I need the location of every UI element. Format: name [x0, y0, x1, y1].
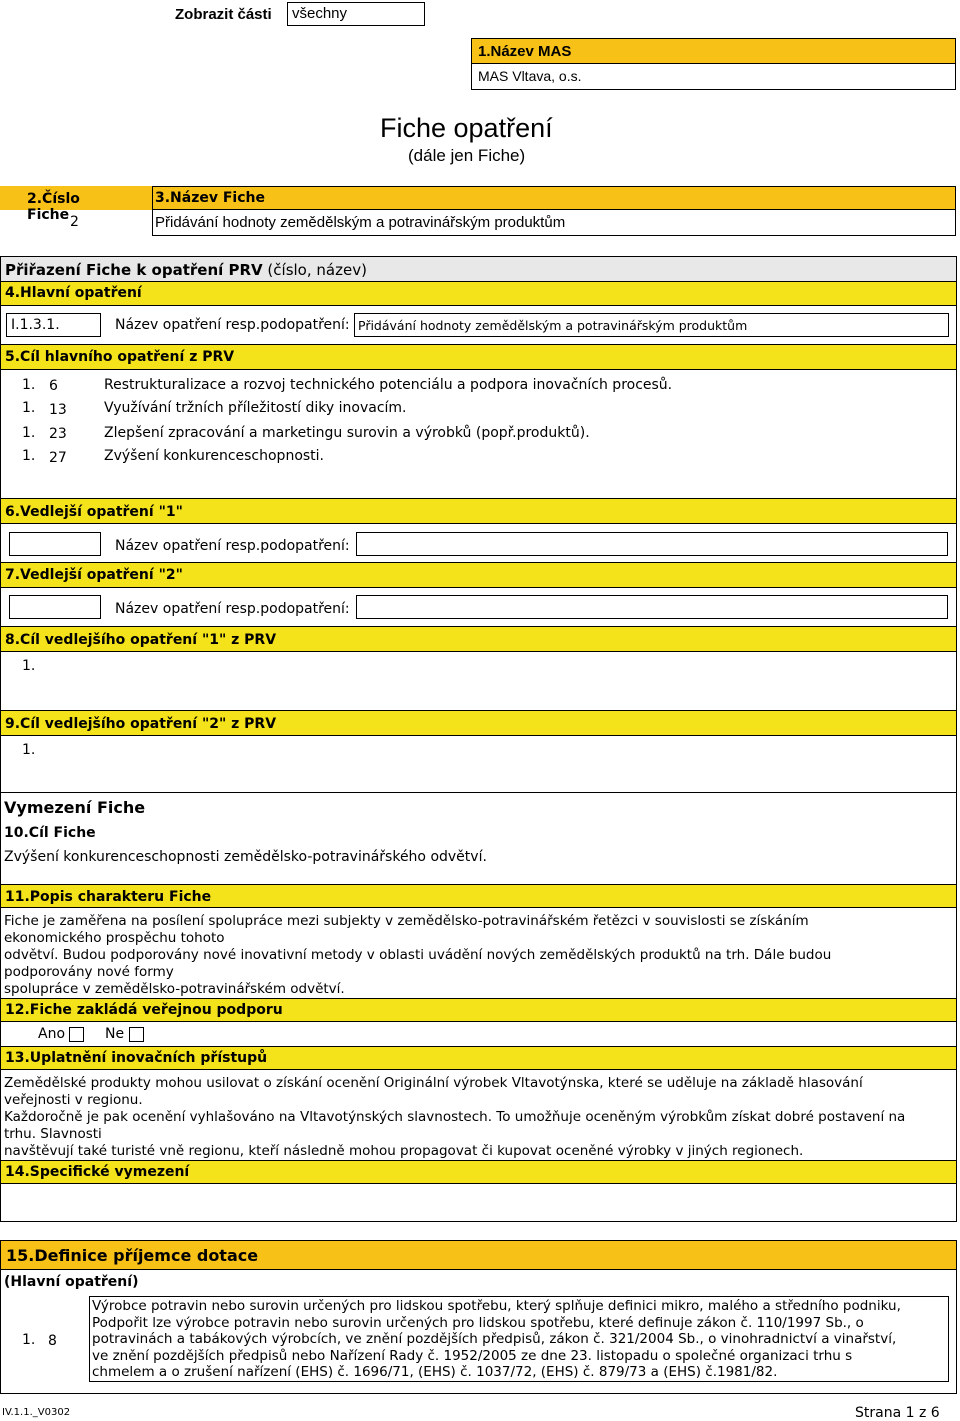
- main-goal-prefix: 1.: [22, 448, 36, 464]
- main-measure-name-label: Název opatření resp.podopatření:: [115, 317, 350, 333]
- description-line: spolupráce v zemědělsko-potravinářském odvětví.: [4, 981, 345, 997]
- beneficiary-text: [92, 1298, 946, 1381]
- beneficiary-line: Výrobce potravin nebo surovin určených pro lidskou spotřebu, který splňuje definici mikro, malého a středního podniku,: [92, 1298, 901, 1314]
- support-no: [105, 1026, 144, 1042]
- main-goal-text: Restrukturalizace a rozvoj technického potenciálu a podpora inovačních procesů.: [104, 377, 673, 393]
- side-goal-2-prefix: 1.: [22, 742, 36, 758]
- definition-heading: Vymezení Fiche: [4, 798, 146, 817]
- beneficiary-line: chmelem a o zrušení nařízení (EHS) č. 1696/71, (EHS) č. 1037/72, (EHS) č. 879/73 a (EHS) č.1981/82.: [92, 1364, 778, 1380]
- main-measure-label: 4.Hlavní opatření: [0, 282, 957, 306]
- side-measure-2-label: 7.Vedlejší opatření "2": [0, 562, 957, 588]
- beneficiary-prefix: 1.: [22, 1332, 36, 1348]
- goal-label: 10.Cíl Fiche: [4, 825, 96, 841]
- side-measure-1-name-label: Název opatření resp.podopatření:: [115, 538, 350, 554]
- main-goal-prefix: 1.: [22, 400, 36, 416]
- support-yes: [38, 1026, 84, 1042]
- side-measure-2-code[interactable]: [9, 595, 101, 619]
- beneficiary-line: ve znění pozdějších předpisů nebo Nařízení Rady č. 1952/2005 ze dne 23. listopadu o společné organizaci trhu s: [92, 1347, 853, 1364]
- innovation-line: veřejnosti v regionu.: [4, 1092, 143, 1108]
- side-measure-1-name-value[interactable]: [356, 532, 948, 556]
- main-goal-label: 5.Cíl hlavního opatření z PRV: [0, 344, 957, 370]
- innovation-text: [4, 1075, 952, 1160]
- page-subtitle: (dále jen Fiche): [408, 146, 526, 165]
- specific-label: 14.Specifické vymezení: [0, 1160, 957, 1184]
- innovation-label: 13.Uplatnění inovačních přístupů: [0, 1046, 957, 1070]
- side-goal-1-area: [0, 652, 957, 710]
- beneficiary-text-box[interactable]: [89, 1296, 949, 1382]
- side-measure-1-label: 6.Vedlejší opatření "1": [0, 498, 957, 524]
- main-goal-prefix: 1.: [22, 425, 36, 441]
- main-measure-name-value[interactable]: Přidávání hodnoty zemědělským a potravinářským produktům: [354, 313, 949, 337]
- main-goal-text: Zvýšení konkurenceschopnosti.: [104, 448, 325, 464]
- side-measure-2-name-label: Název opatření resp.podopatření:: [115, 601, 350, 617]
- page-number: Strana 1 z 6: [855, 1405, 940, 1421]
- innovation-line: Každoročně je pak ocenění vyhlašováno na Vltavotýnských slavnostech. To umožňuje oceněným výrobkům získat dobré postavení na: [4, 1109, 906, 1125]
- fiche-number-label: 2.Číslo Fiche: [0, 186, 152, 210]
- fiche-name-value: Přidávání hodnoty zemědělským a potravinářským produktům: [152, 210, 956, 236]
- mas-name-value: MAS Vltava, o.s.: [471, 64, 956, 90]
- description-line: Fiche je zaměřena na posílení spolupráce mezi subjekty v zemědělsko-potravinářském řetězci v souvislosti se získáním: [4, 913, 809, 929]
- show-parts-select[interactable]: všechny: [287, 2, 425, 26]
- support-no-label: Ne: [105, 1026, 125, 1042]
- support-yes-label: Ano: [38, 1026, 66, 1042]
- main-goal-number: 13: [49, 402, 67, 418]
- side-goal-1-prefix: 1.: [22, 658, 36, 674]
- fiche-name-label: 3.Název Fiche: [152, 186, 956, 210]
- footer-code: IV.1.1._V0302: [2, 1407, 71, 1418]
- goal-text: Zvýšení konkurenceschopnosti zemědělsko-potravinářského odvětví.: [4, 849, 487, 865]
- fiche-number-value: 2: [70, 214, 79, 230]
- beneficiary-heading: 15.Definice příjemce dotace: [0, 1240, 957, 1270]
- main-goal-text: Využívání tržních příležitostí diky inovacím.: [104, 400, 407, 416]
- description-text: [4, 913, 952, 998]
- innovation-line: Zemědělské produkty mohou usilovat o získání ocenění Originální výrobek Vltavotýnska, které se uděluje na základě hlasování: [4, 1075, 863, 1091]
- assignment-heading-normal: (číslo, název): [262, 261, 367, 279]
- main-goal-prefix: 1.: [22, 377, 36, 393]
- assignment-heading: [0, 256, 957, 282]
- beneficiary-number: 8: [48, 1333, 57, 1349]
- mas-name-label: 1.Název MAS: [471, 38, 956, 64]
- description-line: odvětví. Budou podporovány nové inovativní metody v oblasti uvádění nových zemědělských produktů na trh. Dále budou: [4, 947, 832, 963]
- side-goal-2-label: 9.Cíl vedlejšího opatření "2" z PRV: [0, 710, 957, 736]
- main-measure-code[interactable]: I.1.3.1.: [6, 313, 101, 337]
- main-goal-text: Zlepšení zpracování a marketingu surovin a výrobků (popř.produktů).: [104, 425, 590, 441]
- beneficiary-line: potravinách a tabákových výrobcích, ve znění pozdějších předpisů, zákon č. 321/2004 Sb., o vinohradnictví a vinařství,: [92, 1331, 897, 1347]
- side-measure-2-name-value[interactable]: [356, 595, 948, 619]
- page-title: Fiche opatření: [380, 113, 553, 143]
- side-goal-2-area: [0, 736, 957, 792]
- assignment-heading-bold: Přiřazení Fiche k opatření PRV: [5, 261, 263, 279]
- beneficiary-line: Podpořit lze výrobce potravin nebo surovin určených pro lidskou spotřebu, které definuje zákon č. 110/1997 Sb., o: [92, 1314, 864, 1331]
- show-parts-label: Zobrazit části: [175, 6, 272, 23]
- innovation-line: navštěvují také turisté vně regionu, kteří následně mohou propagovat či kupovat oceněné výrobky v jiných regionech.: [4, 1143, 804, 1159]
- main-goal-number: 23: [49, 426, 67, 442]
- beneficiary-subheading: (Hlavní opatření): [4, 1274, 139, 1290]
- innovation-line: trhu. Slavnosti: [4, 1126, 102, 1142]
- description-label: 11.Popis charakteru Fiche: [0, 884, 957, 908]
- public-support-label: 12.Fiche zakládá veřejnou podporu: [0, 998, 957, 1022]
- main-goal-number: 6: [49, 378, 58, 394]
- support-no-checkbox[interactable]: [129, 1027, 144, 1042]
- description-line: podporovány nové formy: [4, 964, 174, 980]
- support-yes-checkbox[interactable]: [69, 1027, 84, 1042]
- side-measure-1-code[interactable]: [9, 532, 101, 556]
- description-line: ekonomického prospěchu tohoto: [4, 930, 225, 946]
- main-goal-number: 27: [49, 450, 67, 466]
- side-goal-1-label: 8.Cíl vedlejšího opatření "1" z PRV: [0, 626, 957, 652]
